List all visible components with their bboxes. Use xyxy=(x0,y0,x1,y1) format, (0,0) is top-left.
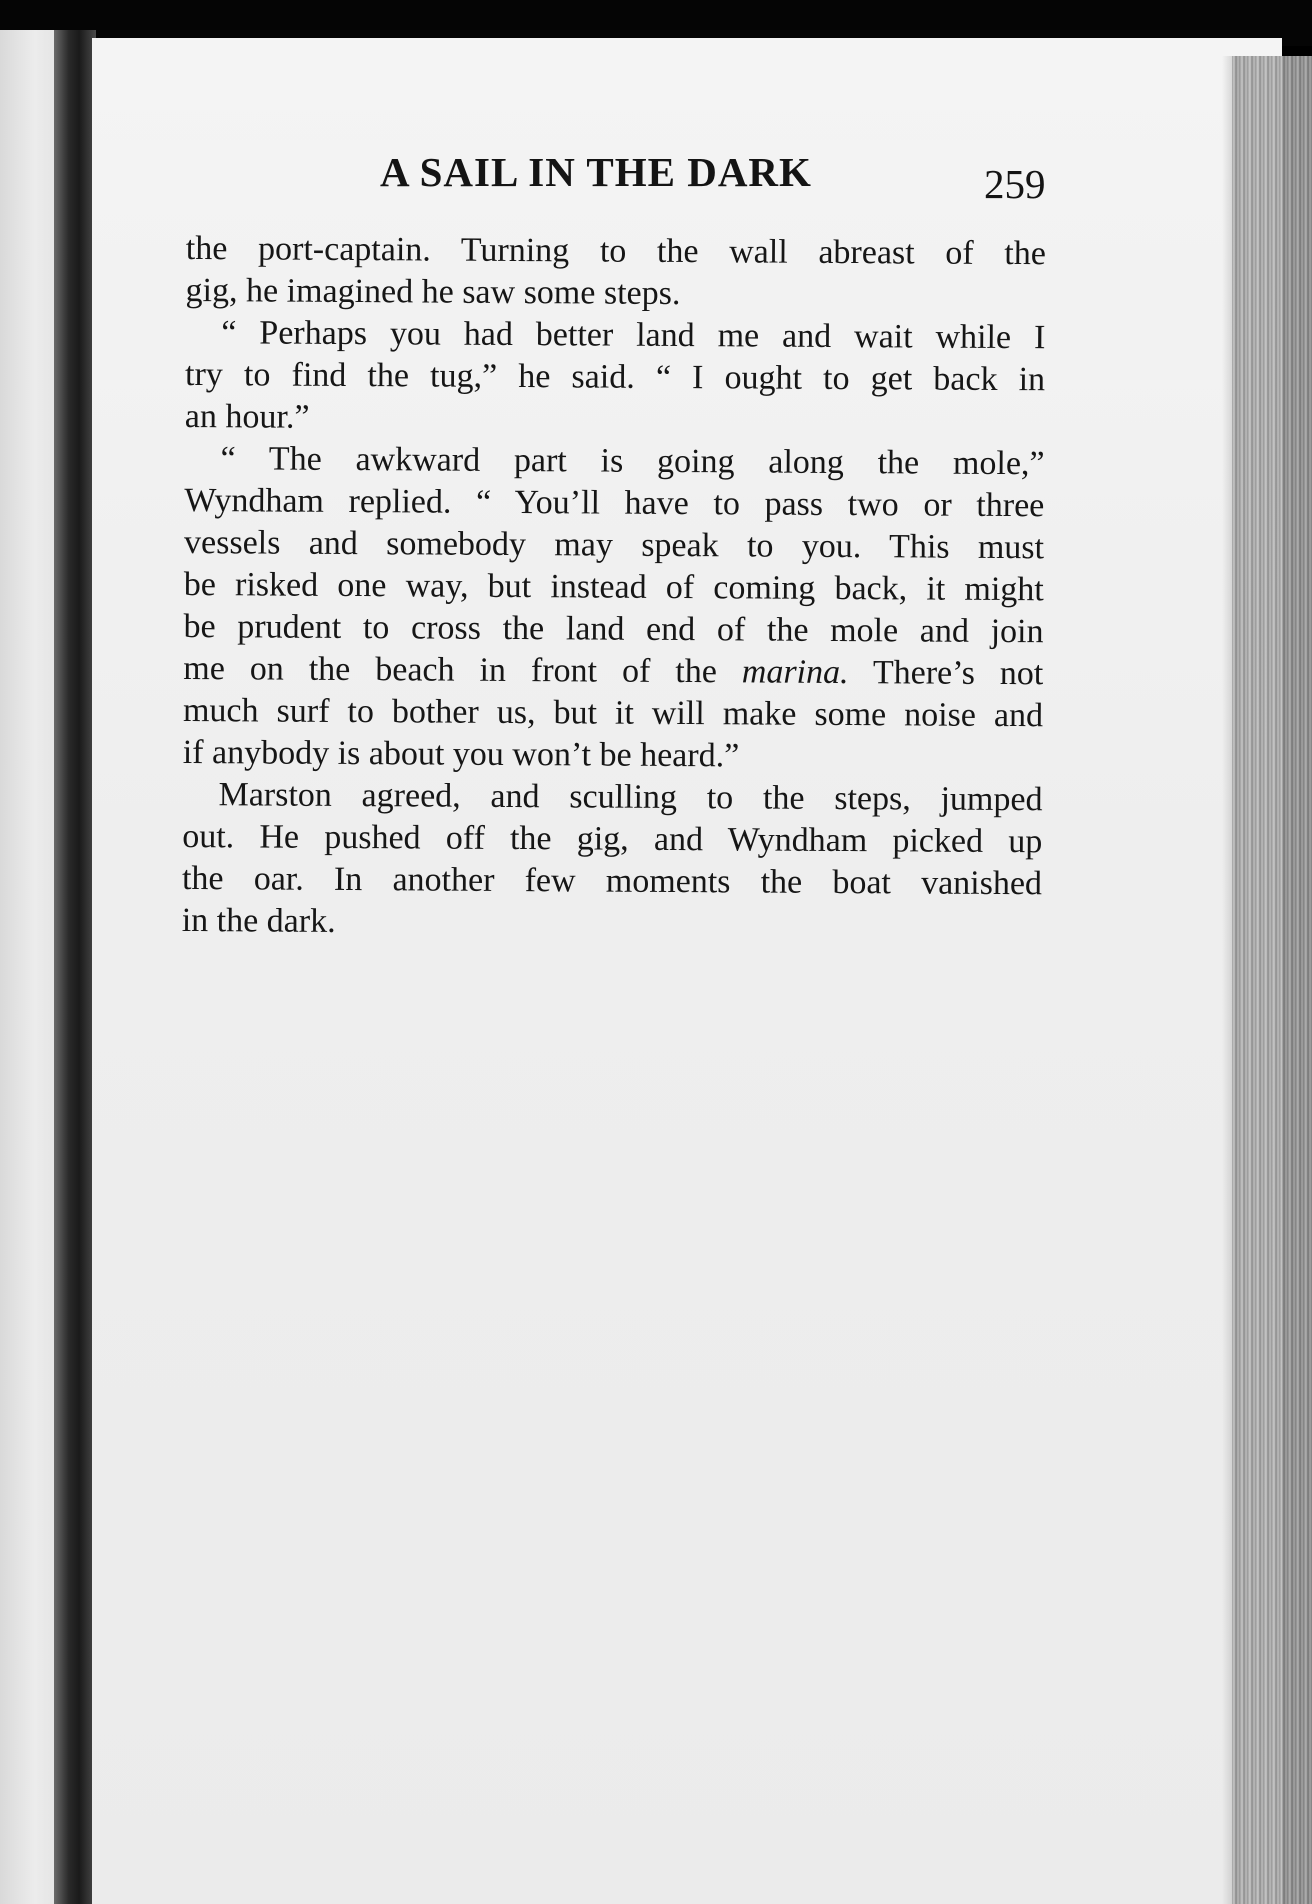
italic-word: marina. xyxy=(741,653,849,692)
text-line: gig, he imagined he saw some steps. xyxy=(185,271,681,313)
text-line: be prudent to cross the land end of the mole and join xyxy=(183,607,1044,651)
text-line: “ Perhaps you had better land me and wait while I xyxy=(221,314,1046,357)
text-run: There’s not xyxy=(848,654,1044,693)
text-line: out. He pushed off the gig, and Wyndham picked up xyxy=(182,817,1043,861)
text-line: the oar. In another few moments the boat vanished xyxy=(181,859,1043,903)
text-line: try to find the tug,” he said. “ I ought to get back in xyxy=(184,355,1046,399)
text-line: if anybody is about you won’t be heard.” xyxy=(182,733,740,775)
page-number: 259 xyxy=(984,161,1046,207)
text-line: in the dark. xyxy=(181,901,336,940)
text-line: “ The awkward part is going along the mole,” xyxy=(220,440,1045,483)
text-line: vessels and somebody may speak to you. This must xyxy=(183,523,1045,567)
body-text xyxy=(182,228,1046,947)
text-line: the port-captain. Turning to the wall abreast of the xyxy=(185,229,1046,273)
text-run: me on the beach in front of the xyxy=(183,649,742,691)
text-line: be risked one way, but instead of coming back, it might xyxy=(183,565,1044,609)
facing-page-edge xyxy=(0,30,58,1904)
text-line: an hour.” xyxy=(184,397,310,436)
text-line: much surf to bother us, but it will make some noise and xyxy=(182,691,1044,735)
book-gutter xyxy=(54,30,96,1904)
running-head: A SAIL IN THE DARK xyxy=(380,149,812,195)
text-line: Wyndham replied. “ You’ll have to pass two or three xyxy=(184,481,1045,525)
text-line-with-italic xyxy=(183,648,1043,695)
book-fore-edge xyxy=(1232,56,1312,1904)
text-line: Marston agreed, and sculling to the steps, jumped xyxy=(218,776,1043,819)
